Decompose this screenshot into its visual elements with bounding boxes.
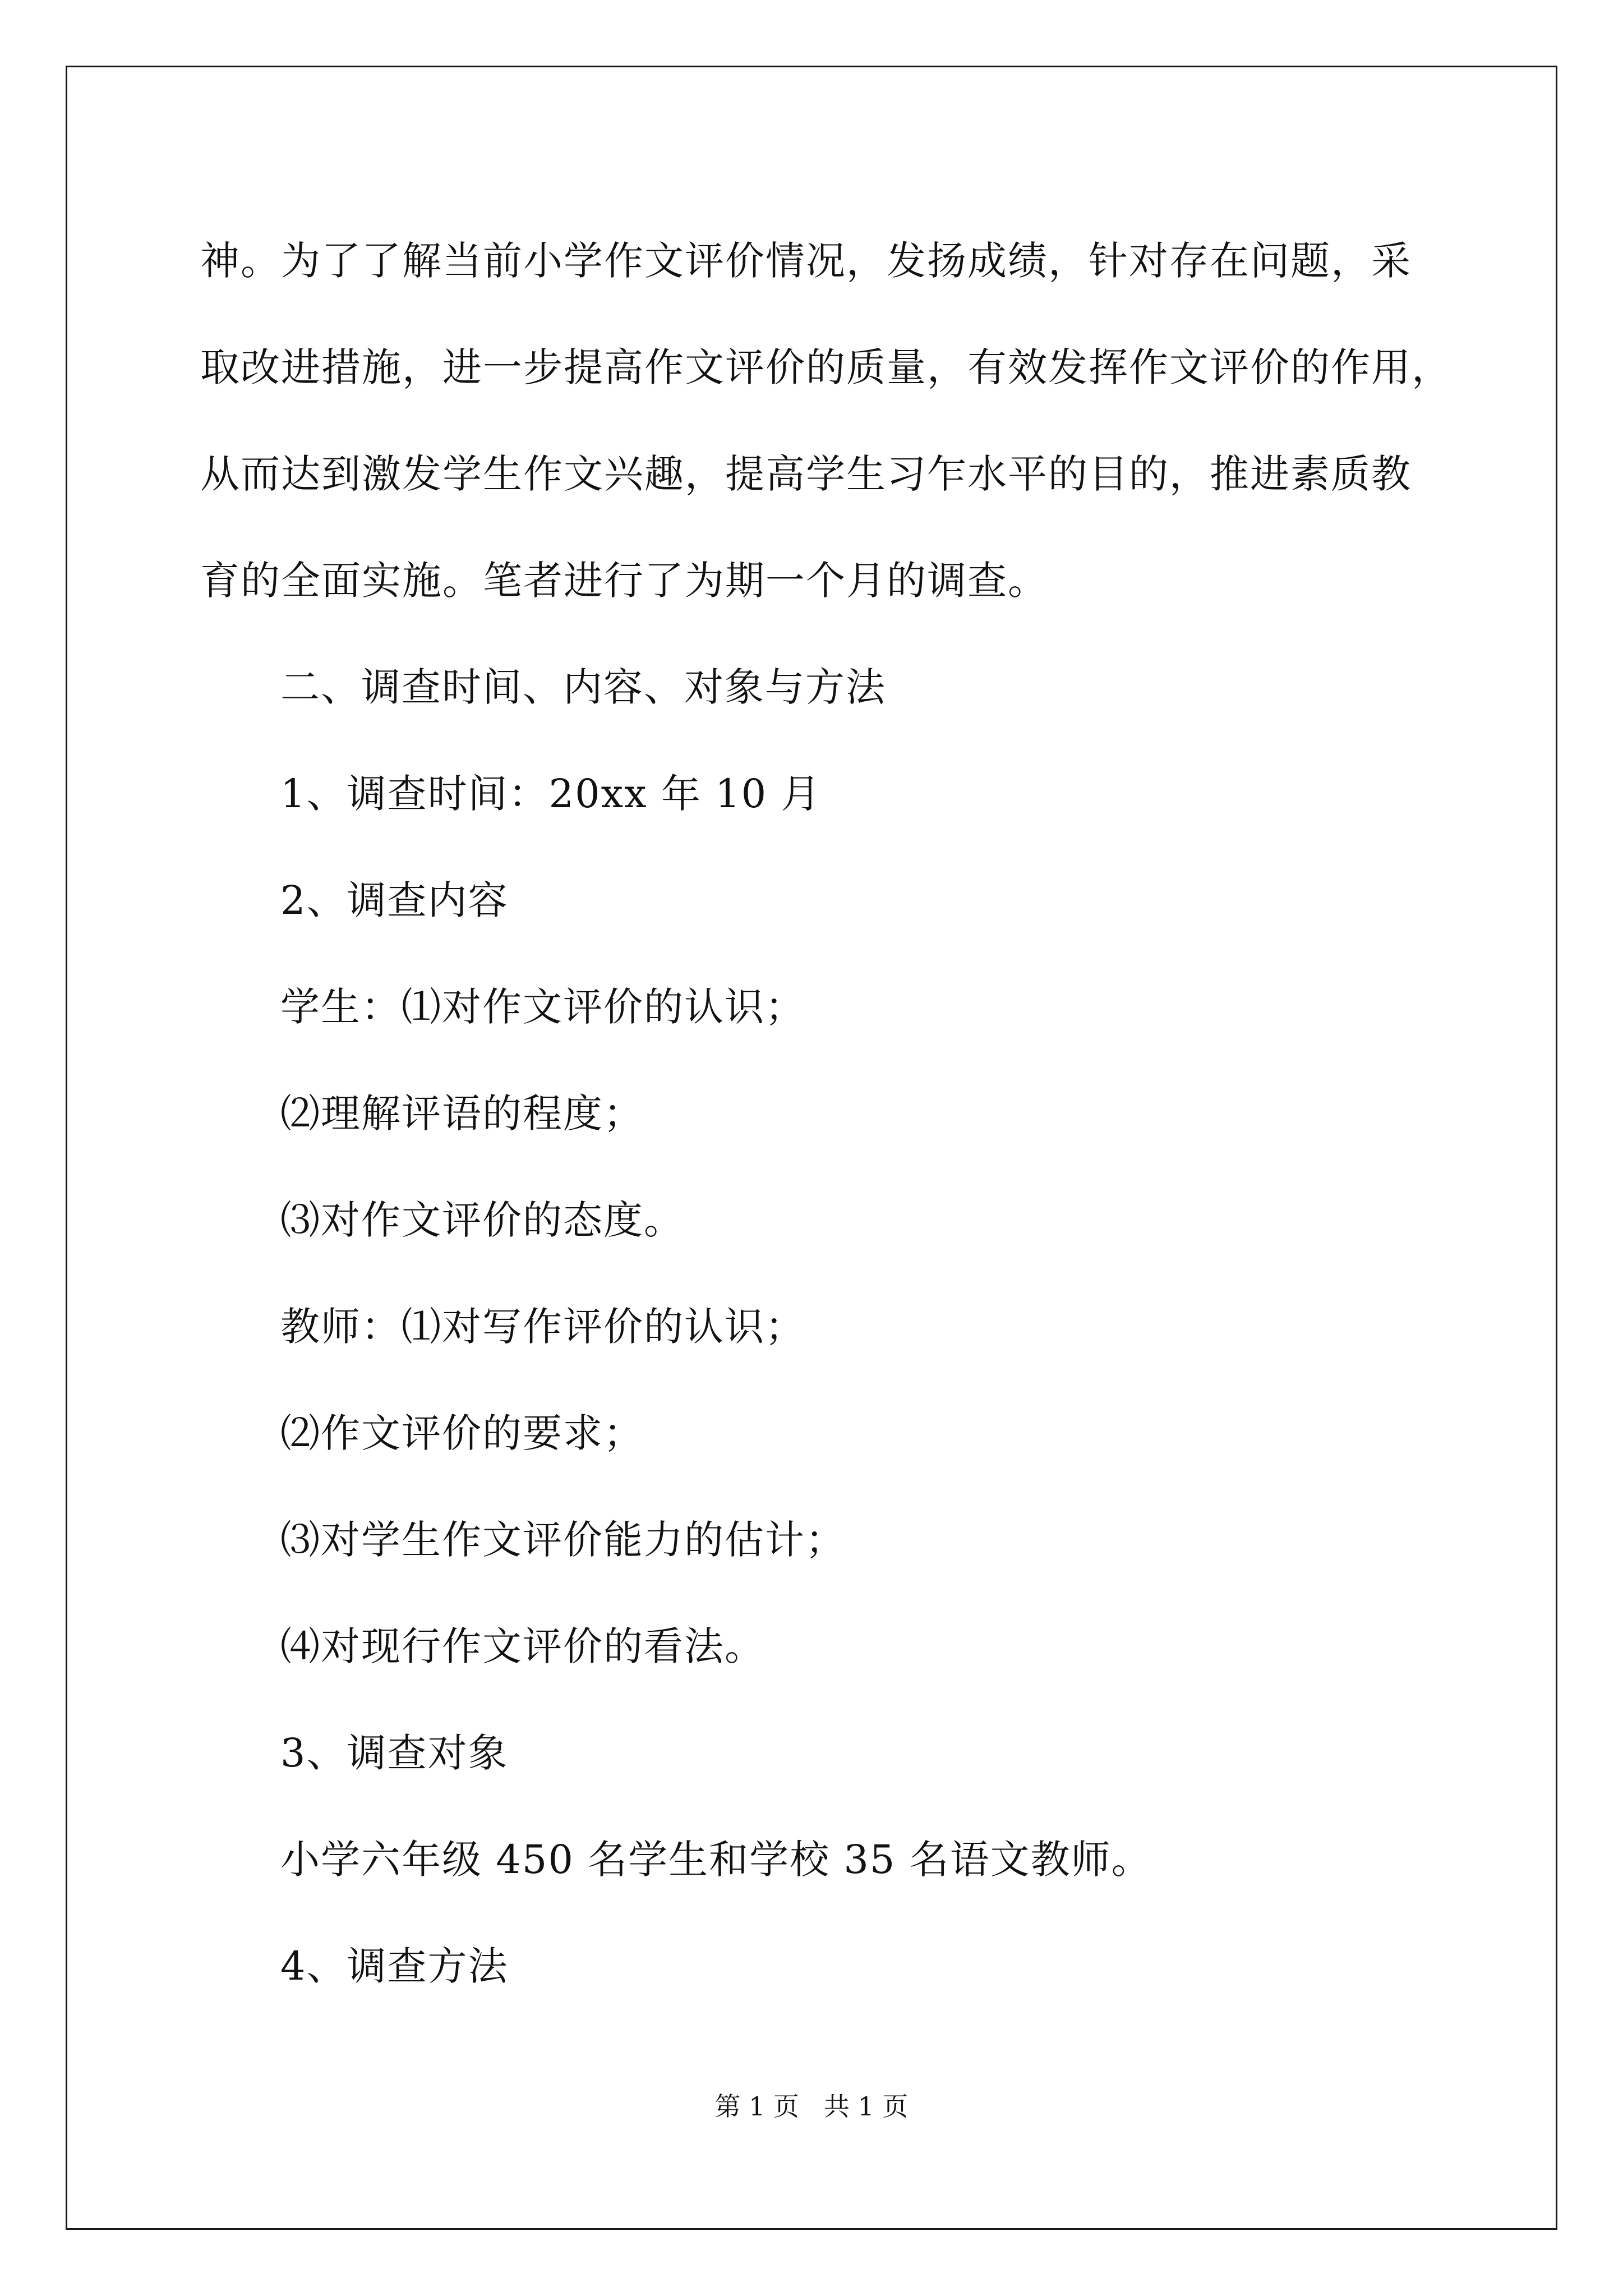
paragraph-line: 取改进措施，进一步提高作文评价的质量，有效发挥作文评价的作用， [200, 344, 1452, 390]
student-item-3: ⑶对作文评价的态度。 [280, 1197, 684, 1243]
teacher-item-3: ⑶对学生作文评价能力的估计； [280, 1517, 846, 1563]
teacher-item-2: ⑵作文评价的要求； [280, 1410, 644, 1456]
section-heading: 二、调查时间、内容、对象与方法 [280, 664, 886, 710]
teacher-item-1: 教师：⑴对写作评价的认识； [280, 1304, 805, 1350]
subsection-heading-method: 4、调查方法 [280, 1943, 509, 1989]
page-footer: 第 1 页 共 1 页 [714, 2091, 909, 2122]
teacher-item-4: ⑷对现行作文评价的看法。 [280, 1623, 765, 1669]
subsection-heading-content: 2、调查内容 [280, 877, 509, 923]
student-item-1: 学生：⑴对作文评价的认识； [280, 984, 805, 1030]
paragraph-line: 从而达到激发学生作文兴趣，提高学生习乍水平的目的，推进素质教 [200, 451, 1412, 497]
subsection-heading-subjects: 3、调查对象 [280, 1730, 509, 1776]
student-item-2: ⑵理解评语的程度； [280, 1091, 644, 1137]
survey-subjects: 小学六年级 450 名学生和学校 35 名语文教师。 [280, 1837, 1152, 1883]
paragraph-line: 育的全面实施。笔者进行了为期一个月的调查。 [200, 558, 1048, 604]
paragraph-line: 神。为了了解当前小学作文评价情况，发扬成绩，针对存在问题，采 [200, 238, 1412, 284]
document-body [200, 208, 1456, 2019]
survey-time: 1、调查时间：20xx 年 10 月 [280, 771, 822, 817]
